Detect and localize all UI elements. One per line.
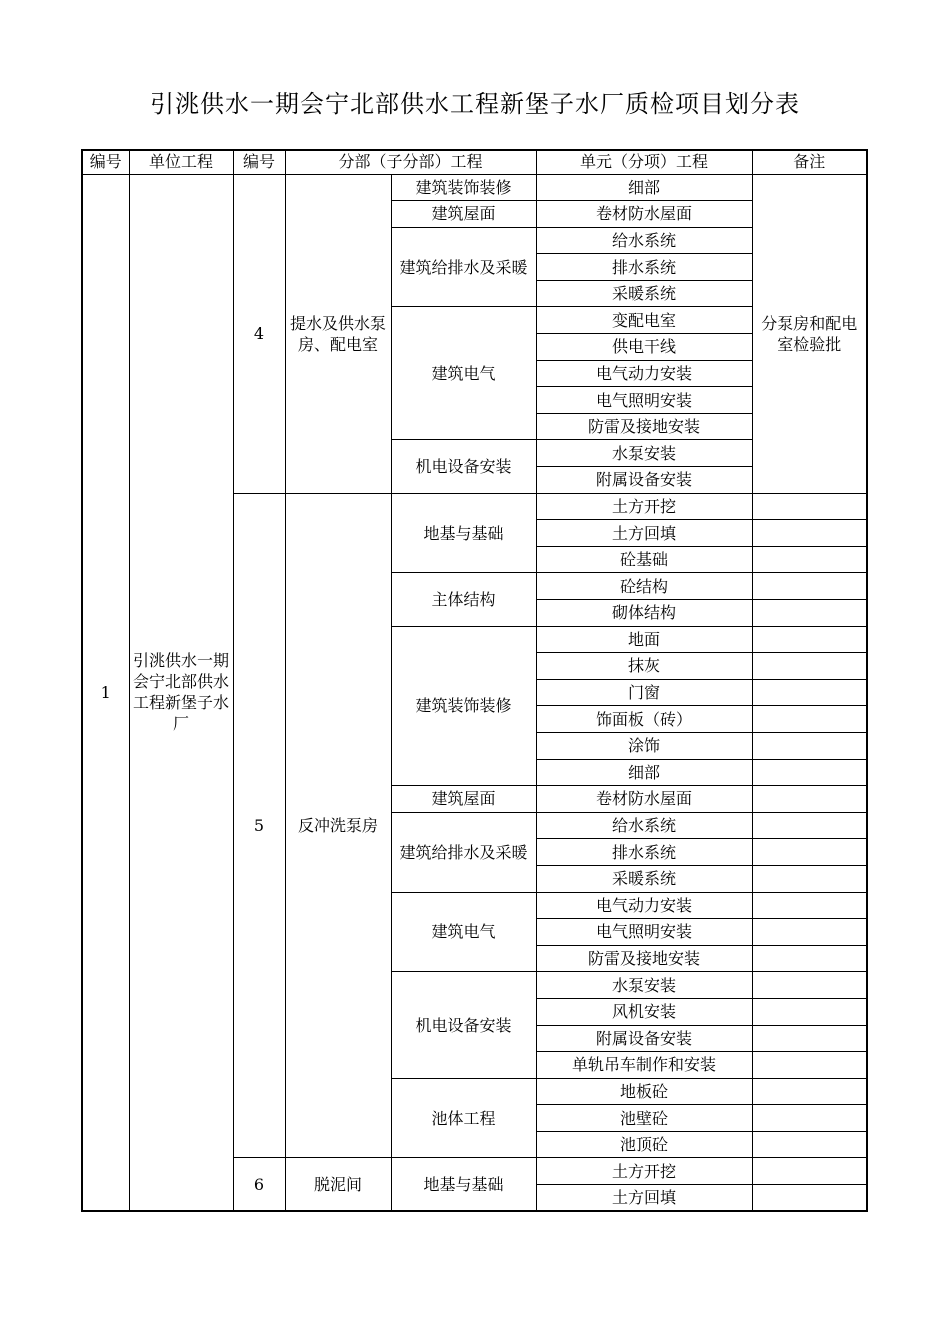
note-cell — [752, 679, 867, 706]
element-cell: 电气照明安装 — [536, 919, 752, 946]
inspection-division-table — [81, 149, 868, 1212]
element-cell: 砌体结构 — [536, 600, 752, 627]
note-cell: 分泵房和配电室检验批 — [752, 174, 867, 493]
element-cell: 砼结构 — [536, 573, 752, 600]
element-cell: 细部 — [536, 174, 752, 201]
element-cell: 单轨吊车制作和安装 — [536, 1052, 752, 1079]
division-no: 6 — [233, 1158, 285, 1211]
element-cell: 风机安装 — [536, 998, 752, 1025]
element-cell: 给水系统 — [536, 227, 752, 254]
sub-division: 建筑装饰装修 — [391, 626, 536, 786]
element-cell: 电气照明安装 — [536, 387, 752, 414]
note-cell — [752, 732, 867, 759]
document-title: 引洮供水一期会宁北部供水工程新堡子水厂质检项目划分表 — [150, 90, 800, 118]
sub-division: 主体结构 — [391, 573, 536, 626]
element-cell: 土方回填 — [536, 520, 752, 547]
element-cell: 砼基础 — [536, 546, 752, 573]
sub-division: 地基与基础 — [391, 493, 536, 573]
element-cell: 池顶砼 — [536, 1131, 752, 1158]
element-cell: 采暖系统 — [536, 280, 752, 307]
note-cell — [752, 706, 867, 733]
element-cell: 水泵安装 — [536, 972, 752, 999]
header-note: 备注 — [752, 150, 867, 174]
note-cell — [752, 1078, 867, 1105]
element-cell: 地面 — [536, 626, 752, 653]
note-cell — [752, 1052, 867, 1079]
note-cell — [752, 600, 867, 627]
note-cell — [752, 945, 867, 972]
element-cell: 防雷及接地安装 — [536, 945, 752, 972]
element-cell: 土方回填 — [536, 1185, 752, 1212]
element-cell: 电气动力安装 — [536, 892, 752, 919]
sub-division: 建筑给排水及采暖 — [391, 812, 536, 892]
sub-division: 建筑电气 — [391, 307, 536, 440]
note-cell — [752, 493, 867, 520]
element-cell: 水泵安装 — [536, 440, 752, 467]
note-cell — [752, 1131, 867, 1158]
element-cell: 采暖系统 — [536, 865, 752, 892]
note-cell — [752, 573, 867, 600]
element-cell: 卷材防水屋面 — [536, 201, 752, 228]
sub-division: 池体工程 — [391, 1078, 536, 1158]
division-no: 4 — [233, 174, 285, 493]
element-cell: 排水系统 — [536, 839, 752, 866]
header-division: 分部（子分部）工程 — [285, 150, 536, 174]
note-cell — [752, 626, 867, 653]
sub-division: 建筑屋面 — [391, 786, 536, 813]
header-unit: 单位工程 — [129, 150, 233, 174]
element-cell: 附属设备安装 — [536, 1025, 752, 1052]
element-cell: 给水系统 — [536, 812, 752, 839]
element-cell: 涂饰 — [536, 732, 752, 759]
element-cell: 抹灰 — [536, 653, 752, 680]
header-row — [82, 150, 867, 174]
note-cell — [752, 1105, 867, 1132]
note-cell — [752, 972, 867, 999]
header-element: 单元（分项）工程 — [536, 150, 752, 174]
sub-division: 机电设备安装 — [391, 972, 536, 1078]
unit-name: 引洮供水一期会宁北部供水工程新堡子水厂 — [129, 174, 233, 1211]
sub-division: 建筑屋面 — [391, 201, 536, 228]
sub-division: 机电设备安装 — [391, 440, 536, 493]
note-cell — [752, 865, 867, 892]
element-cell: 土方开挖 — [536, 493, 752, 520]
element-cell: 地板砼 — [536, 1078, 752, 1105]
element-cell: 饰面板（砖） — [536, 706, 752, 733]
division-no: 5 — [233, 493, 285, 1158]
note-cell — [752, 653, 867, 680]
unit-no: 1 — [82, 174, 129, 1211]
division-name: 脱泥间 — [285, 1158, 391, 1211]
note-cell — [752, 892, 867, 919]
note-cell — [752, 812, 867, 839]
element-cell: 变配电室 — [536, 307, 752, 334]
note-cell — [752, 759, 867, 786]
sub-division: 建筑装饰装修 — [391, 174, 536, 201]
note-cell — [752, 1025, 867, 1052]
sub-division: 建筑电气 — [391, 892, 536, 972]
note-cell — [752, 919, 867, 946]
element-cell: 附属设备安装 — [536, 467, 752, 494]
element-cell: 池壁砼 — [536, 1105, 752, 1132]
element-cell: 供电干线 — [536, 334, 752, 361]
element-cell: 门窗 — [536, 679, 752, 706]
table-row — [82, 174, 867, 201]
sub-division: 地基与基础 — [391, 1158, 536, 1211]
element-cell: 排水系统 — [536, 254, 752, 281]
note-cell — [752, 1158, 867, 1185]
note-cell — [752, 546, 867, 573]
note-cell — [752, 998, 867, 1025]
note-cell — [752, 786, 867, 813]
element-cell: 电气动力安装 — [536, 360, 752, 387]
note-cell — [752, 839, 867, 866]
header-no2: 编号 — [233, 150, 285, 174]
element-cell: 细部 — [536, 759, 752, 786]
note-cell — [752, 520, 867, 547]
header-no: 编号 — [82, 150, 129, 174]
element-cell: 防雷及接地安装 — [536, 413, 752, 440]
sub-division: 建筑给排水及采暖 — [391, 227, 536, 307]
note-cell — [752, 1185, 867, 1212]
division-name: 反冲洗泵房 — [285, 493, 391, 1158]
element-cell: 卷材防水屋面 — [536, 786, 752, 813]
element-cell: 土方开挖 — [536, 1158, 752, 1185]
division-name: 提水及供水泵房、配电室 — [285, 174, 391, 493]
